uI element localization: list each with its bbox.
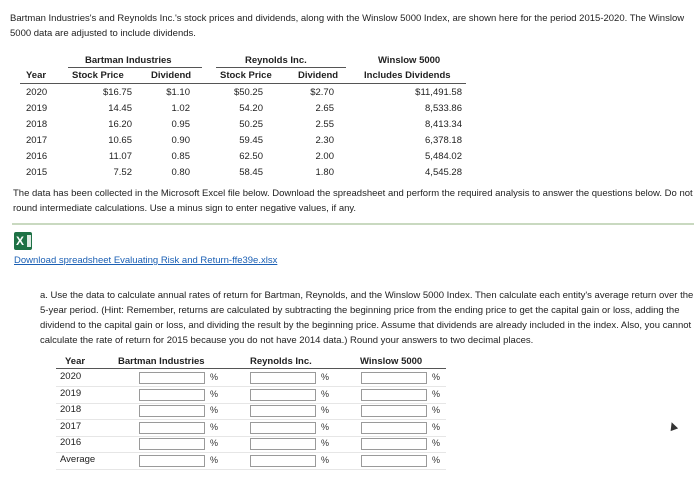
return-input-reynolds[interactable] <box>250 372 316 384</box>
percent-sign: % <box>321 454 330 465</box>
return-input-winslow[interactable] <box>361 389 427 401</box>
cell-bartman-price: 10.65 <box>108 135 132 146</box>
underline-bartman <box>68 67 202 68</box>
percent-sign: % <box>432 372 441 382</box>
return-input-bartman[interactable] <box>139 422 205 434</box>
cell-winslow: 5,484.02 <box>425 151 462 162</box>
download-spreadsheet-link[interactable]: Download spreadsheet Evaluating Risk and Return-ffe39e.xlsx <box>14 255 278 266</box>
cell-bartman-price: 7.52 <box>113 167 132 178</box>
cell-reynolds-price: 59.45 <box>239 135 263 146</box>
answer-row-label: 2020 <box>60 371 82 382</box>
question-a-text: a. Use the data to calculate annual rates of return for Bartman, Reynolds, and the Winslow 5000 Index. Then calculate each entity's average return over the 5-year period. (Hint: Remember, returns are calculated by subtracting the beginning price from the ending price to get the capital gain or loss, adding the dividend to the capital gain or loss, and dividing the result by the beginning price. Assume that dividends are already included in the index. Also, you cannot calculate the rate of return for 2015 because you do not have 2014 data.) Round your answers to two decimal places. <box>40 290 694 346</box>
percent-sign: % <box>321 388 330 399</box>
cell-reynolds-dividend: 2.30 <box>315 135 334 146</box>
cell-bartman-dividend: 0.80 <box>171 167 190 178</box>
answer-row-divider <box>56 419 446 420</box>
cell-reynolds-dividend: 2.65 <box>315 103 334 114</box>
group-bartman: Bartman Industries <box>85 55 172 66</box>
cell-bartman-dividend: 0.90 <box>171 135 190 146</box>
excel-icon[interactable] <box>14 232 32 250</box>
return-input-bartman[interactable] <box>139 455 205 467</box>
percent-sign: % <box>432 454 441 465</box>
cell-reynolds-price: 54.20 <box>239 103 263 114</box>
return-input-winslow[interactable] <box>361 372 427 384</box>
intro-text: Bartman Industries's and Reynolds Inc.'s stock prices and dividends, along with the Winslow 5000 Index, are shown here for the period 2015-2020. The Winslow 5000 data are adjusted to include dividends. <box>10 13 685 39</box>
excel-icon-letter: X <box>16 234 25 248</box>
answer-header-winslow: Winslow 5000 <box>360 356 423 367</box>
cell-bartman-price: 14.45 <box>108 103 132 114</box>
answer-row-label: 2016 <box>60 437 82 448</box>
percent-sign: % <box>432 405 441 415</box>
answer-row-divider <box>56 452 446 453</box>
cell-year: 2017 <box>26 135 48 146</box>
percent-sign: % <box>321 421 330 432</box>
cell-reynolds-dividend: 2.55 <box>315 119 334 130</box>
cell-year: 2020 <box>26 87 48 98</box>
percent-sign: % <box>321 372 330 382</box>
cell-winslow: 8,533.86 <box>425 103 462 114</box>
answer-row-label: 2018 <box>60 404 82 415</box>
cell-bartman-dividend: $1.10 <box>166 87 190 98</box>
return-input-bartman[interactable] <box>139 372 205 384</box>
percent-sign: % <box>210 388 219 399</box>
return-input-bartman[interactable] <box>139 438 205 450</box>
return-input-winslow[interactable] <box>361 405 427 417</box>
return-input-bartman[interactable] <box>139 389 205 401</box>
return-input-reynolds[interactable] <box>250 422 316 434</box>
cell-year: 2019 <box>26 103 48 114</box>
cell-reynolds-price: $50.25 <box>233 87 263 98</box>
percent-sign: % <box>321 438 330 448</box>
cell-winslow: 6,378.18 <box>425 135 462 146</box>
return-input-winslow[interactable] <box>361 438 427 450</box>
cell-bartman-dividend: 1.02 <box>171 103 190 114</box>
cell-winslow: 4,545.28 <box>425 167 462 178</box>
answer-row-divider <box>56 436 446 437</box>
answer-row-label: Average <box>60 453 96 465</box>
cell-reynolds-dividend: 2.00 <box>315 151 334 162</box>
header-bartman-price: Stock Price <box>72 70 124 81</box>
header-reynolds-price: Stock Price <box>220 70 272 81</box>
answer-header-bartman: Bartman Industries <box>118 356 205 367</box>
instructions-text: The data has been collected in the Microsoft Excel file below. Download the spreadsheet and perform the required analysis to answer the questions below. Do not round intermediate calculations. Use a minus sign to enter negative values, if any. <box>13 188 693 214</box>
header-bartman-dividend: Dividend <box>151 70 192 81</box>
underline-reynolds <box>216 67 346 68</box>
group-winslow: Winslow 5000 <box>378 55 441 66</box>
cell-year: 2016 <box>26 151 48 162</box>
percent-sign: % <box>321 405 330 415</box>
cell-year: 2018 <box>26 119 48 130</box>
answer-header-year: Year <box>65 356 86 367</box>
cell-reynolds-dividend: $2.70 <box>310 87 334 98</box>
return-input-reynolds[interactable] <box>250 455 316 467</box>
return-input-winslow[interactable] <box>361 422 427 434</box>
group-reynolds: Reynolds Inc. <box>245 55 307 66</box>
percent-sign: % <box>432 388 441 399</box>
answer-row-label: 2019 <box>60 387 82 399</box>
cell-reynolds-dividend: 1.80 <box>315 167 334 178</box>
answer-header-reynolds: Reynolds Inc. <box>250 356 312 367</box>
answer-row-divider <box>56 386 446 387</box>
percent-sign: % <box>210 372 219 382</box>
percent-sign: % <box>432 438 441 448</box>
return-input-bartman[interactable] <box>139 405 205 417</box>
return-input-reynolds[interactable] <box>250 438 316 450</box>
return-input-reynolds[interactable] <box>250 389 316 401</box>
cell-bartman-dividend: 0.95 <box>171 119 190 130</box>
percent-sign: % <box>432 421 441 432</box>
return-input-reynolds[interactable] <box>250 405 316 417</box>
header-rule <box>20 83 466 84</box>
answer-row-divider <box>56 403 446 404</box>
header-reynolds-dividend: Dividend <box>298 70 339 81</box>
cell-winslow: $11,491.58 <box>415 87 462 98</box>
cell-winslow: 8,413.34 <box>425 119 462 130</box>
section-divider <box>12 223 694 225</box>
percent-sign: % <box>210 405 219 415</box>
mouse-cursor-icon <box>668 421 678 431</box>
cell-year: 2015 <box>26 167 48 178</box>
cell-reynolds-price: 50.25 <box>239 119 263 130</box>
percent-sign: % <box>210 421 219 432</box>
cell-bartman-price: 16.20 <box>108 119 132 130</box>
header-winslow: Includes Dividends <box>364 70 451 81</box>
cell-bartman-dividend: 0.85 <box>171 151 190 162</box>
cell-reynolds-price: 62.50 <box>239 151 263 162</box>
percent-sign: % <box>210 438 219 448</box>
answer-row-label: 2017 <box>60 420 82 432</box>
percent-sign: % <box>210 454 219 465</box>
cell-bartman-price: $16.75 <box>102 87 132 98</box>
return-input-winslow[interactable] <box>361 455 427 467</box>
answer-row-divider <box>56 469 446 470</box>
cell-reynolds-price: 58.45 <box>239 167 263 178</box>
header-year: Year <box>26 70 47 81</box>
answer-header-rule <box>56 368 446 369</box>
cell-bartman-price: 11.07 <box>108 151 132 162</box>
